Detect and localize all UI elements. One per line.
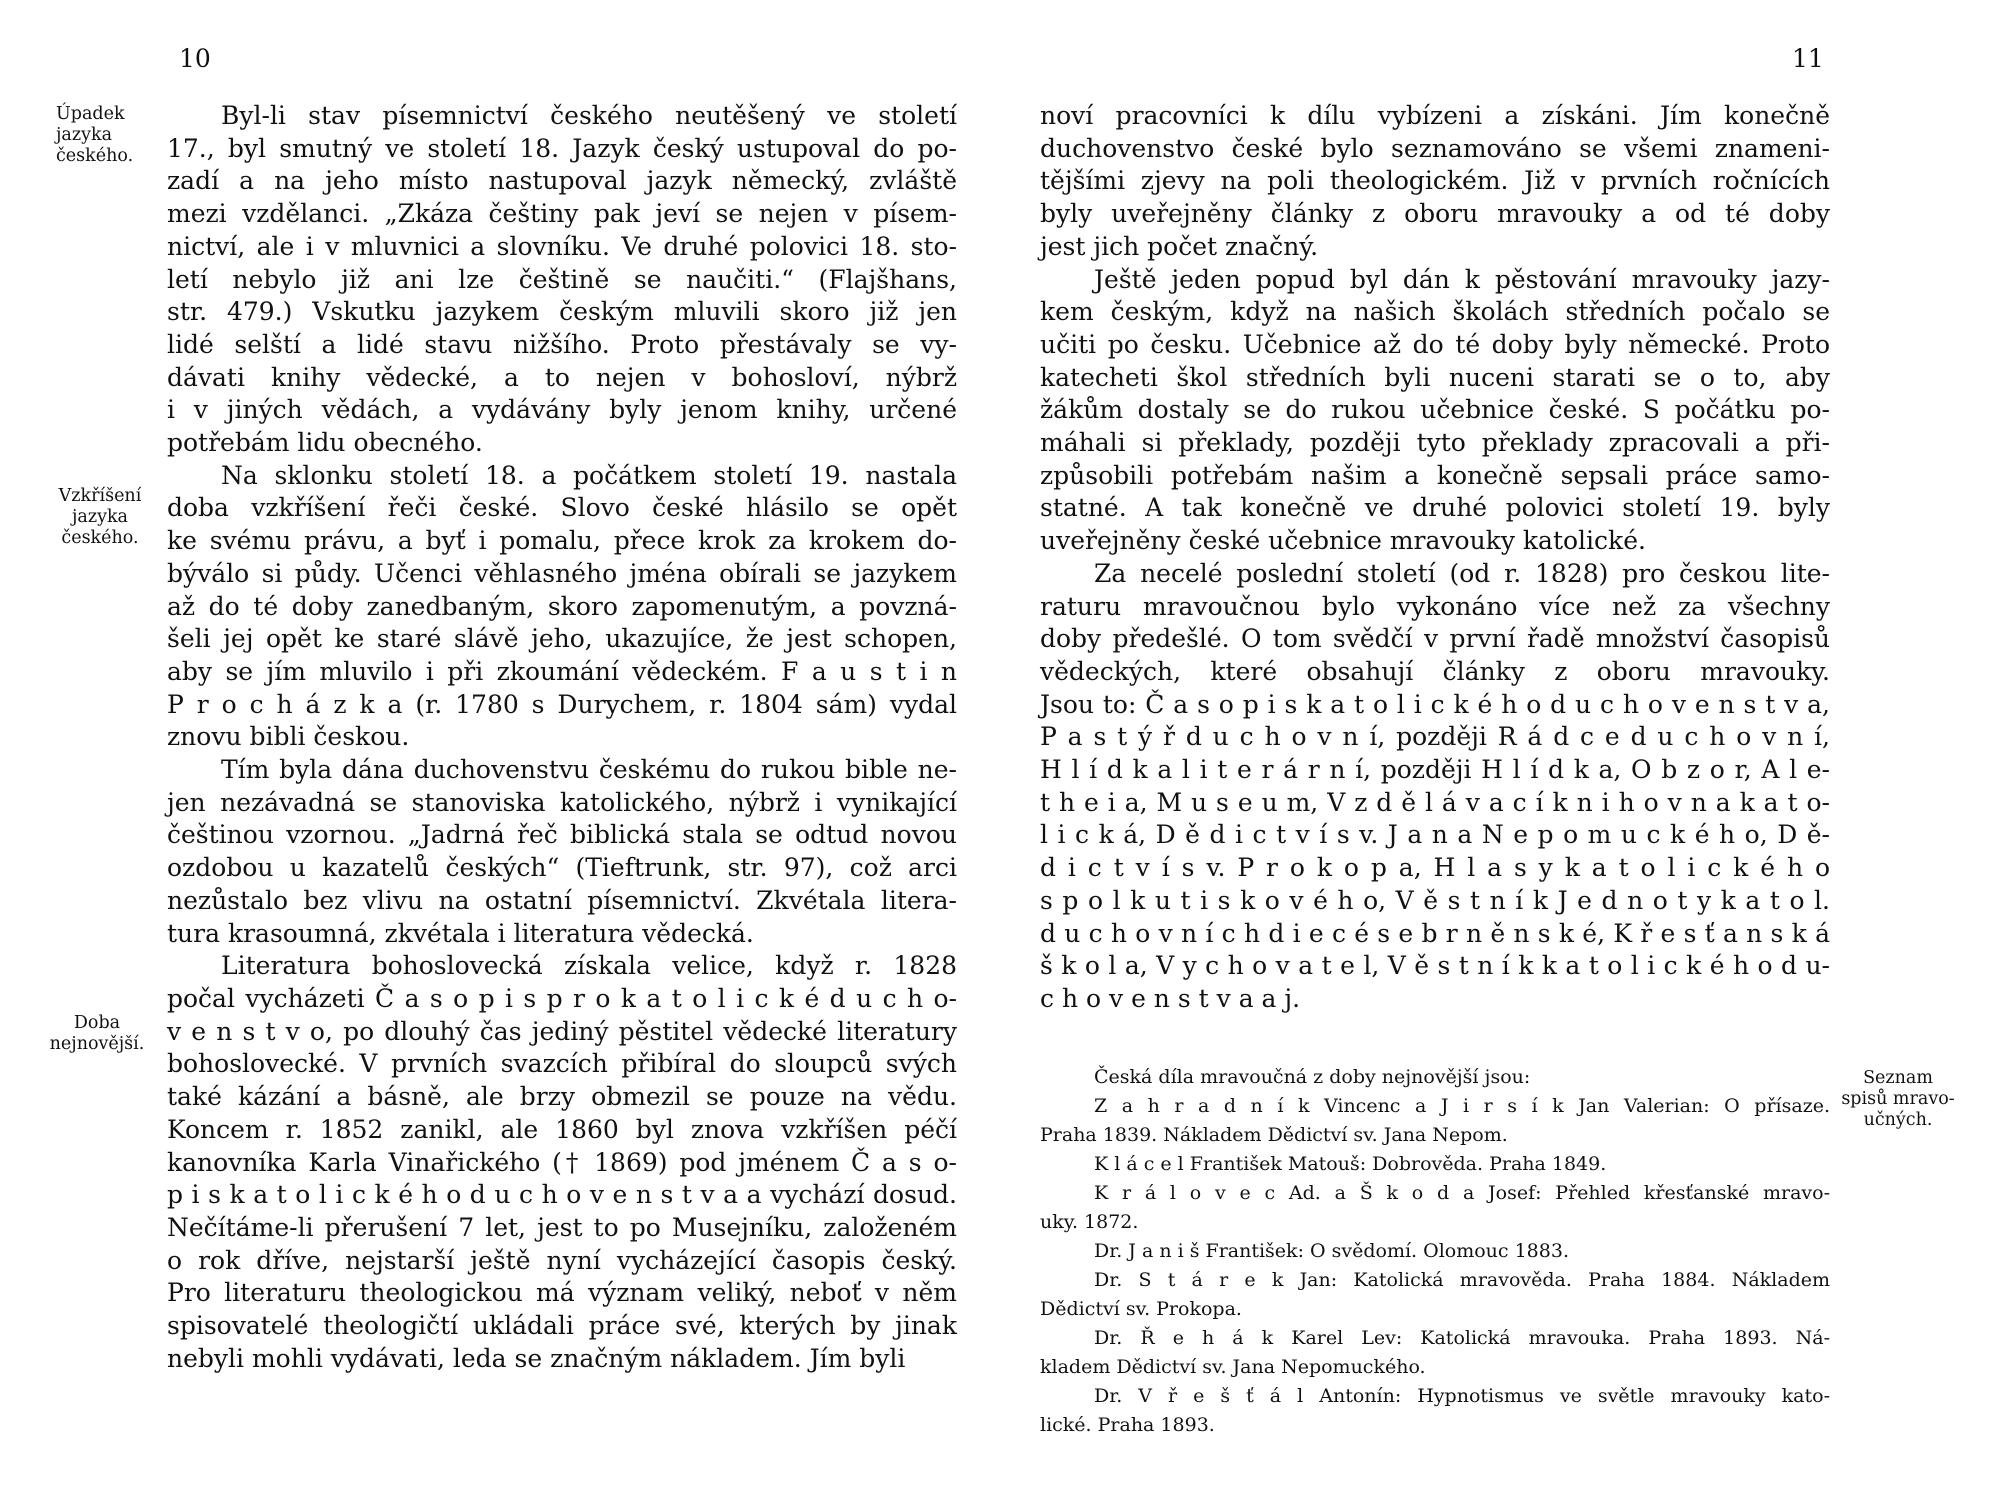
text-line: nictví, ale i v mluvnici a slovníku. Ve druhé polovici 18. sto- [167, 231, 957, 261]
text-line: t h e i a, M u s e u m, V z d ě l á v a c í k n i h o v n a k a t o- [1040, 787, 1830, 817]
reference-list [1040, 1063, 1830, 1440]
text-line: P r o c h á z k a (r. 1780 s Durychem, r. 1804 sám) vydal [167, 689, 957, 719]
text-line: v e n s t v o, po dlouhý čas jediný pěstitel vědecké literatury [167, 1016, 957, 1046]
text-line: Dědictví sv. Prokopa. [1040, 1298, 1242, 1320]
text-line: býválo si půdy. Učenci věhlasného jména obírali se jazykem [167, 558, 957, 588]
page-number-left: 10 [179, 44, 211, 73]
text-line: počal vycházeti Č a s o p i s p r o k a t o l i c k é d u c h o- [167, 983, 957, 1013]
text-line: Pro literaturu theologickou má význam veliký, neboť v něm [167, 1278, 957, 1308]
text-line: Dr. V ř e š ť á l Antonín: Hypnotismus ve světle mravouky kato- [1094, 1385, 1830, 1407]
text-line: letí nebylo již ani lze češtině se naučiti.“ (Flajšhans, [167, 264, 957, 294]
text-line: K r á l o v e c Ad. a Š k o d a Josef: Přehled křesťanské mravo- [1094, 1182, 1830, 1204]
text-line: češtinou vzornou. „Jadrná řeč biblická stala se odtud novou [167, 820, 957, 850]
margin-note-line: Vzkříšení [58, 486, 142, 506]
text-line: kanovníka Karla Vinařického († 1869) pod jménem Č a s o- [167, 1147, 957, 1177]
page-number-right: 11 [1792, 44, 1824, 73]
text-line: Dr. S t á r e k Jan: Katolická mravověda. Praha 1884. Nákladem [1094, 1269, 1830, 1291]
text-line: 17., byl smutný ve století 18. Jazyk český ustupoval do po- [167, 133, 957, 163]
text-line: kladem Dědictví sv. Jana Nepomuckého. [1040, 1356, 1426, 1378]
text-line: jen nezávadná se stanoviska katolického, nýbrž i vynikající [167, 787, 957, 817]
text-line: H l í d k a l i t e r á r n í, později H l í d k a, O b z o r, A l e- [1040, 755, 1830, 785]
text-line: potřebám lidu obecného. [167, 428, 483, 458]
text-line: katecheti škol středních byli nuceni starati se o to, aby [1040, 362, 1830, 392]
text-line: ke svému právu, a byť i pomalu, přece krok za krokem do- [167, 526, 957, 556]
margin-note-seznam [1818, 1068, 1978, 1131]
text-line: bohoslovecké. V prvních svazcích přibíral do sloupců svých [167, 1049, 957, 1079]
margin-note-line: českého. [61, 528, 139, 548]
text-line: p i s k a t o l i c k é h o d u c h o v e n s t v a a vychází dosud. [167, 1180, 957, 1210]
text-line: žákům dostaly se do rukou učebnice české. S počátku po- [1040, 395, 1830, 425]
text-line: Byl-li stav písemnictví českého neutěšený ve století [221, 101, 957, 130]
text-line: str. 479.) Vskutku jazykem českým mluvili skoro již jen [167, 297, 957, 327]
margin-note-line: českého. [56, 146, 134, 166]
text-line: uveřejněny české učebnice mravouky katolické. [1040, 526, 1646, 556]
margin-note-upadek [56, 104, 168, 167]
text-line: Literatura bohoslovecká získala velice, když r. 1828 [221, 951, 957, 981]
text-line: máhali si překlady, později tyto překlady zpracovali a při- [1040, 428, 1830, 458]
text-line: doba vzkříšení řeči české. Slovo české hlásilo se opět [167, 493, 957, 523]
text-line: P a s t ý ř d u c h o v n í, později R á d c e d u c h o v n í, [1040, 722, 1830, 752]
text-line: tura krasoumná, zkvétala i literatura vědecká. [167, 918, 754, 948]
text-line: Z a h r a d n í k Vincenc a J i r s í k Jan Valerian: O přísaze. [1094, 1095, 1830, 1117]
margin-note-line: jazyka [56, 125, 113, 145]
margin-note-line: spisů mravo- [1841, 1089, 1955, 1109]
right-page-text [1040, 100, 1830, 1016]
text-line: Na sklonku století 18. a počátkem století 19. nastala [221, 460, 957, 490]
text-line: i v jiných vědách, a vydávány byly jenom knihy, určené [167, 395, 957, 425]
text-line: lidé selští a lidé stavu nižšího. Proto přestávaly se vy- [167, 329, 957, 359]
text-line: raturu mravoučnou bylo vykonáno více než za všechny [1040, 591, 1830, 621]
text-line: noví pracovníci k dílu vybízeni a získáni. Jím konečně [1040, 101, 1830, 130]
margin-note-line: učných. [1863, 1110, 1933, 1130]
text-line: uky. 1872. [1040, 1211, 1139, 1233]
text-line: učiti po česku. Učebnice až do té doby byly německé. Proto [1040, 329, 1830, 359]
text-line: ozdobou u kazatelů českých“ (Tieftrunk, str. 97), což arci [167, 853, 957, 883]
text-line: Jsou to: Č a s o p i s k a t o l i c k é h o d u c h o v e n s t v a, [1040, 689, 1830, 719]
margin-note-line: jazyka [71, 507, 128, 527]
margin-note-line: Seznam [1863, 1068, 1933, 1088]
margin-note-doba [26, 1013, 168, 1055]
text-line: kem českým, když na našich školách středních počalo se [1040, 297, 1830, 327]
text-line: Ještě jeden popud byl dán k pěstování mravouky jazy- [1094, 264, 1830, 294]
text-line: nebyli mohli vydávati, leda se značným nákladem. Jím byli [167, 1343, 906, 1373]
text-line: až do té doby zanedbaným, skoro zapomenutým, a povzná- [167, 591, 957, 621]
text-line: Praha 1839. Nákladem Dědictví sv. Jana Nepom. [1040, 1124, 1508, 1146]
text-line: dávati knihy vědecké, a to nejen v bohosloví, nýbrž [167, 362, 957, 392]
text-line: nezůstalo bez vlivu na ostatní písemnictví. Zkvétala litera- [167, 885, 957, 915]
text-line: byly uveřejněny články z oboru mravouky a od té doby [1040, 199, 1830, 229]
text-line: tějšími zjevy na poli theologickém. Již v prvních ročnících [1040, 166, 1830, 196]
text-line: d u c h o v n í c h d i e c é s e b r n ě n s k é, K ř e s ť a n s k á [1040, 918, 1830, 948]
text-line: doby předešlé. O tom svědčí v první řadě množství časopisů [1040, 624, 1830, 654]
text-line: Česká díla mravoučná z doby nejnovější jsou: [1094, 1066, 1531, 1088]
text-line: d i c t v í s v. P r o k o p a, H l a s y k a t o l i c k é h o [1040, 853, 1830, 883]
text-line: lické. Praha 1893. [1040, 1414, 1215, 1436]
text-line: jest jich počet značný. [1040, 231, 1319, 261]
text-line: spisovatelé theologičtí ukládali práce své, kterých by jinak [167, 1311, 957, 1341]
text-line: K l á c e l František Matouš: Dobrověda. Praha 1849. [1094, 1153, 1607, 1175]
text-line: Tím byla dána duchovenstvu českému do rukou bible ne- [221, 755, 957, 785]
text-line: zadí a na jeho místo nastupoval jazyk německý, zvláště [167, 166, 957, 196]
text-line: statné. A tak konečně ve druhé polovici století 19. byly [1040, 493, 1830, 523]
text-line: způsobili potřebám našim a konečně sepsali práce samo- [1040, 460, 1830, 490]
text-line: Koncem r. 1852 zanikl, ale 1860 byl znova vzkříšen péčí [167, 1114, 957, 1144]
text-line: znovu bibli českou. [167, 722, 410, 752]
margin-note-line: nejnovější. [49, 1034, 145, 1054]
text-line: aby se jím mluvilo i při zkoumání vědeckém. F a u s t i n [167, 656, 957, 686]
text-line: šeli jej opět ke staré slávě jeho, ukazujíce, že jest schopen, [167, 624, 957, 654]
text-line: duchovenstvo české bylo seznamováno se všemi znameni- [1040, 133, 1830, 163]
margin-note-vzkriseni [40, 486, 160, 549]
text-line: l i c k á, D ě d i c t v í s v. J a n a N e p o m u c k é h o, D ě- [1040, 820, 1830, 850]
text-line: Dr. Ř e h á k Karel Lev: Katolická mravouka. Praha 1893. Ná- [1094, 1327, 1830, 1349]
text-line: Za necelé poslední století (od r. 1828) pro českou lite- [1094, 558, 1830, 588]
text-line: c h o v e n s t v a a j. [1040, 983, 1301, 1013]
text-line: o rok dříve, nejstarší ještě nyní vycházející časopis český. [167, 1245, 957, 1275]
left-page-text [167, 100, 957, 1375]
text-line: Dr. J a n i š František: O svědomí. Olomouc 1883. [1094, 1240, 1569, 1262]
text-line: š k o l a, V y c h o v a t e l, V ě s t n í k k a t o l i c k é h o d u- [1040, 951, 1830, 981]
margin-note-line: Úpadek [56, 104, 125, 124]
text-line: vědeckých, které obsahují články z oboru mravouky. [1040, 656, 1830, 686]
text-line: také kázání a básně, ale brzy obmezil se pouze na vědu. [167, 1082, 957, 1112]
margin-note-line: Doba [73, 1013, 121, 1033]
text-line: s p o l k u t i s k o v é h o, V ě s t n í k J e d n o t y k a t o l. [1040, 885, 1830, 915]
text-line: Nečítáme-li přerušení 7 let, jest to po Musejníku, založeném [167, 1212, 957, 1242]
text-line: mezi vzdělanci. „Zkáza češtiny pak jeví se nejen v písem- [167, 199, 957, 229]
